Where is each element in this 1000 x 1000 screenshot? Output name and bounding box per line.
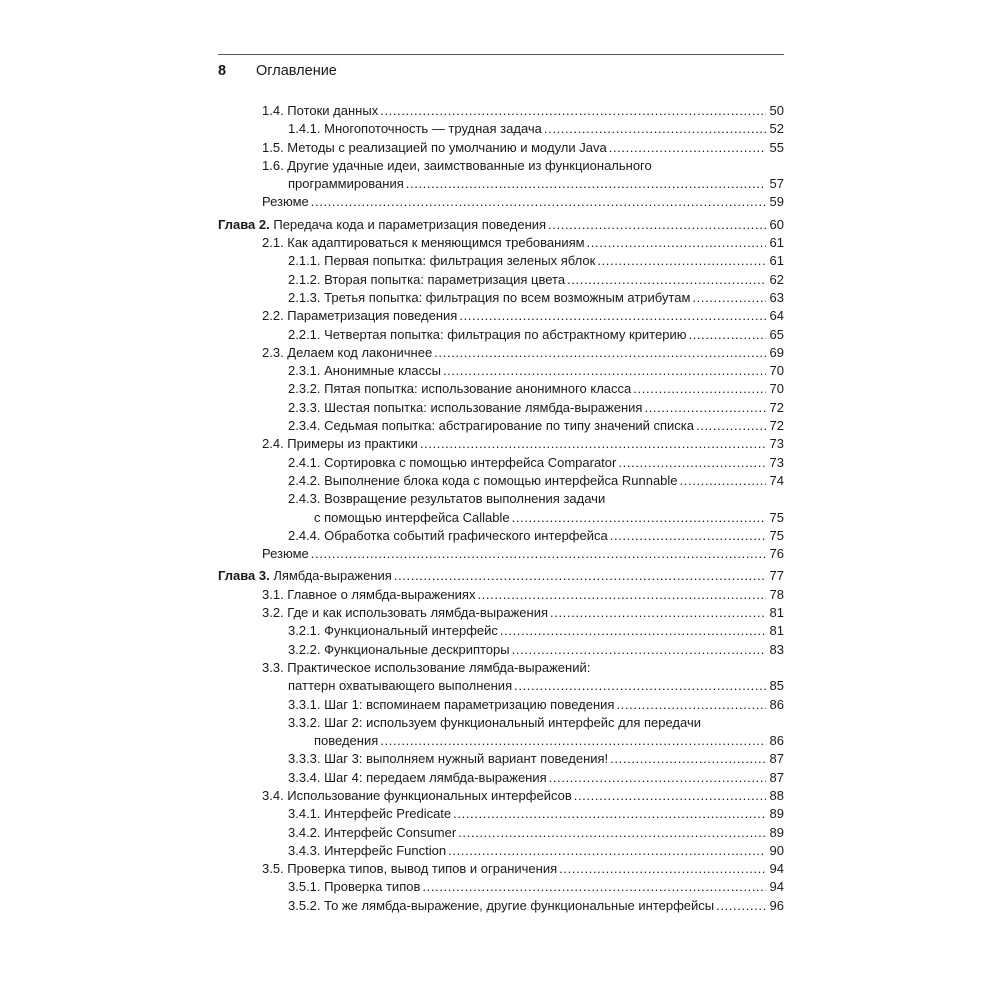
toc-entry bbox=[218, 490, 784, 527]
toc-entry-title bbox=[262, 787, 572, 805]
running-title: Оглавление bbox=[256, 63, 337, 79]
toc-page-number: 75 bbox=[769, 509, 784, 525]
toc-entry-title-text: 2.3.3. Шестая попытка: использование лямбда-выражения bbox=[288, 399, 643, 415]
toc-entry-title-text: 2.3.1. Анонимные классы bbox=[288, 363, 441, 379]
toc-entry-title-text: с помощью интерфейса Callable bbox=[314, 509, 510, 525]
toc-entry-title-text: 3.4. Использование функциональных интерфейсов bbox=[262, 787, 572, 803]
toc-page-number: 73 bbox=[769, 454, 784, 470]
toc-page-number: 90 bbox=[769, 842, 784, 858]
toc-page-number: 77 bbox=[769, 568, 784, 584]
dot-leader bbox=[443, 362, 766, 380]
toc-entry-title-text: программирования bbox=[288, 176, 404, 192]
toc-entry bbox=[218, 805, 784, 823]
toc-page-number: 69 bbox=[769, 344, 784, 360]
toc-entry-title-text: 2.1.2. Вторая попытка: параметризация цвета bbox=[288, 271, 566, 287]
toc-entry bbox=[218, 271, 784, 289]
toc-entry-title bbox=[288, 289, 690, 307]
dot-leader bbox=[633, 380, 766, 398]
dot-leader bbox=[549, 769, 766, 787]
toc-entry-title bbox=[218, 567, 392, 585]
toc-page-number: 61 bbox=[769, 253, 784, 269]
toc-entry-title-text: 1.4. Потоки данных bbox=[262, 103, 379, 118]
toc-entry-title-text: 2.1.1. Первая попытка: фильтрация зеленых яблок bbox=[288, 253, 596, 269]
toc-entry-title bbox=[288, 677, 512, 695]
dot-leader bbox=[380, 732, 766, 750]
dot-leader bbox=[597, 252, 766, 270]
toc-entry-title bbox=[288, 805, 451, 823]
dot-leader bbox=[696, 417, 766, 435]
toc-page-number: 74 bbox=[769, 472, 784, 488]
dot-leader bbox=[422, 878, 766, 896]
dot-leader bbox=[458, 824, 766, 842]
toc-entry-title bbox=[288, 769, 547, 787]
toc-entry-title bbox=[262, 102, 378, 120]
dot-leader bbox=[420, 435, 766, 453]
toc-page-number: 94 bbox=[769, 861, 784, 877]
toc-page-number: 87 bbox=[769, 751, 784, 767]
toc-page-number: 81 bbox=[769, 605, 784, 621]
toc-entry bbox=[218, 659, 784, 696]
toc-entry-title bbox=[262, 545, 309, 563]
toc-entry-title bbox=[288, 175, 404, 193]
toc-entry-title-text: 2.4.2. Выполнение блока кода с помощью интерфейса Runnable bbox=[288, 472, 678, 488]
dot-leader bbox=[380, 102, 766, 120]
toc-entry-title-text: 3.1. Главное о лямбда-выражениях bbox=[262, 586, 476, 602]
toc-entry bbox=[218, 897, 784, 915]
toc-page-number: 94 bbox=[769, 879, 784, 895]
toc-entry bbox=[218, 622, 784, 640]
dot-leader bbox=[544, 120, 766, 138]
dot-leader bbox=[688, 326, 766, 344]
toc-entry-title-line: 3.3.2. Шаг 2: используем функциональный интерфейс для передачи bbox=[288, 714, 701, 730]
toc-page-number: 87 bbox=[769, 769, 784, 785]
toc-entry bbox=[218, 380, 784, 398]
toc-entry bbox=[218, 454, 784, 472]
toc-page-number: 88 bbox=[769, 787, 784, 803]
toc-page-number: 63 bbox=[769, 289, 784, 305]
toc-page-number: 73 bbox=[769, 436, 784, 452]
toc-page-number: 81 bbox=[769, 623, 784, 639]
toc-page-number: 50 bbox=[769, 103, 784, 118]
toc-entry-title-text: поведения bbox=[314, 733, 379, 749]
toc-entry bbox=[218, 362, 784, 380]
dot-leader bbox=[434, 344, 766, 362]
toc-page-number: 60 bbox=[769, 216, 784, 232]
toc-entry bbox=[218, 472, 784, 490]
toc-page-number: 52 bbox=[769, 121, 784, 137]
toc-entry bbox=[218, 234, 784, 252]
toc-entry-title-text: 2.2. Параметризация поведения bbox=[262, 308, 458, 324]
toc-entry bbox=[218, 307, 784, 325]
dot-leader bbox=[616, 696, 766, 714]
dot-leader bbox=[477, 586, 766, 604]
toc-entry bbox=[218, 326, 784, 344]
dot-leader bbox=[644, 399, 766, 417]
toc-page-number: 86 bbox=[769, 696, 784, 712]
toc-entry-title-text: 2.3.2. Пятая попытка: использование анонимного класса bbox=[288, 381, 632, 397]
toc-entry bbox=[218, 586, 784, 604]
toc-entry-title-text: 3.5. Проверка типов, вывод типов и ограничения bbox=[262, 861, 558, 877]
toc-entry-title bbox=[288, 120, 542, 138]
toc-entry bbox=[218, 417, 784, 435]
toc-page-number: 62 bbox=[769, 271, 784, 287]
toc-entry-title-text: 3.3.3. Шаг 3: выполняем нужный вариант поведения! bbox=[288, 751, 609, 767]
toc-entry-title-text: 3.2.2. Функциональные дескрипторы bbox=[288, 641, 510, 657]
toc-entry-title bbox=[262, 344, 432, 362]
dot-leader bbox=[587, 234, 766, 252]
toc-entry bbox=[218, 842, 784, 860]
toc-entry bbox=[218, 193, 784, 211]
dot-leader bbox=[609, 139, 766, 157]
dot-leader bbox=[610, 750, 766, 768]
toc-entry-title-text: 2.4. Примеры из практики bbox=[262, 436, 418, 452]
toc-page-number: 70 bbox=[769, 381, 784, 397]
toc-entry bbox=[218, 604, 784, 622]
toc-entry-title-text: 3.2. Где и как использовать лямбда-выражения bbox=[262, 605, 548, 621]
toc-entry-title bbox=[288, 641, 510, 659]
toc-entry-title bbox=[288, 326, 686, 344]
toc-entry bbox=[218, 878, 784, 896]
toc-entry-title-text: 2.4.1. Сортировка с помощью интерфейса Comparator bbox=[288, 454, 617, 470]
toc-entry-title bbox=[288, 454, 616, 472]
toc-entry bbox=[218, 435, 784, 453]
toc-chapter-entry bbox=[218, 567, 784, 585]
toc-entry-title-text: 1.4.1. Многопоточность — трудная задача bbox=[288, 121, 542, 137]
dot-leader bbox=[680, 472, 766, 490]
dot-leader bbox=[500, 622, 766, 640]
toc-page-number: 89 bbox=[769, 824, 784, 840]
toc-entry-title bbox=[288, 399, 642, 417]
toc-entry-title bbox=[262, 586, 475, 604]
toc-entry-title bbox=[288, 362, 441, 380]
toc-entry-title bbox=[262, 604, 548, 622]
toc-entry-title-text: 3.3.4. Шаг 4: передаем лямбда-выражения bbox=[288, 769, 547, 785]
toc-entry bbox=[218, 120, 784, 138]
toc-entry-title-text: 2.3.4. Седьмая попытка: абстрагирование по типу значений списка bbox=[288, 418, 695, 434]
dot-leader bbox=[567, 271, 766, 289]
toc-entry-title-text: 3.5.1. Проверка типов bbox=[288, 879, 421, 895]
toc-entry bbox=[218, 824, 784, 842]
toc-page-number: 86 bbox=[769, 733, 784, 749]
toc-entry-title-text: 3.3.1. Шаг 1: вспоминаем параметризацию поведения bbox=[288, 696, 615, 712]
dot-leader bbox=[514, 677, 766, 695]
dot-leader bbox=[453, 805, 766, 823]
toc-entry bbox=[218, 399, 784, 417]
toc-entry-title bbox=[262, 860, 557, 878]
toc-page-number: 83 bbox=[769, 641, 784, 657]
toc-entry-title bbox=[262, 307, 457, 325]
toc-page-number: 65 bbox=[769, 326, 784, 342]
toc-entry-title bbox=[288, 417, 694, 435]
dot-leader bbox=[559, 860, 766, 878]
toc-entry-title bbox=[288, 824, 456, 842]
toc-entry-title-text: Резюме bbox=[262, 546, 309, 562]
toc-entry-title-text: Передача кода и параметризация поведения bbox=[273, 216, 547, 232]
toc-page-number: 76 bbox=[769, 546, 784, 562]
dot-leader bbox=[394, 567, 766, 585]
dot-leader bbox=[550, 604, 766, 622]
toc-entry bbox=[218, 696, 784, 714]
toc-entry bbox=[218, 157, 784, 194]
toc-entry-title-text: 2.1.3. Третья попытка: фильтрация по всем возможным атрибутам bbox=[288, 289, 691, 305]
toc-entry bbox=[218, 252, 784, 270]
dot-leader bbox=[618, 454, 766, 472]
toc-page-number: 85 bbox=[769, 678, 784, 694]
toc-entry bbox=[218, 787, 784, 805]
toc-entry-title bbox=[288, 696, 614, 714]
toc-entry bbox=[218, 750, 784, 768]
chapter-label: Глава 2. bbox=[218, 216, 270, 232]
toc-page-number: 55 bbox=[769, 139, 784, 155]
dot-leader bbox=[574, 787, 766, 805]
toc-entry-title bbox=[314, 509, 510, 527]
dot-leader bbox=[311, 193, 766, 211]
page-number: 8 bbox=[218, 63, 227, 79]
toc-page-number: 70 bbox=[769, 363, 784, 379]
toc-entry-title bbox=[218, 216, 546, 234]
toc-entry bbox=[218, 102, 784, 120]
toc-entry-title bbox=[288, 897, 714, 915]
toc-entry-title bbox=[314, 732, 378, 750]
dot-leader bbox=[716, 897, 766, 915]
toc-entry-title bbox=[288, 750, 608, 768]
toc-entry bbox=[218, 289, 784, 307]
toc-page-number: 61 bbox=[769, 235, 784, 251]
toc-entry-title bbox=[262, 193, 309, 211]
toc-entry-title bbox=[288, 622, 498, 640]
toc-entry-title-text: 3.4.2. Интерфейс Consumer bbox=[288, 824, 457, 840]
toc-entry-title-line: 2.4.3. Возвращение результатов выполнения задачи bbox=[288, 491, 606, 507]
toc-entry-title-text: 2.3. Делаем код лаконичнее bbox=[262, 344, 433, 360]
toc-page-number: 78 bbox=[769, 586, 784, 602]
toc-page-number: 59 bbox=[769, 194, 784, 210]
toc-entry bbox=[218, 769, 784, 787]
toc-page-number: 89 bbox=[769, 806, 784, 822]
dot-leader bbox=[512, 509, 766, 527]
dot-leader bbox=[448, 842, 766, 860]
toc-chapter-entry bbox=[218, 216, 784, 234]
toc-page-number: 57 bbox=[769, 176, 784, 192]
toc-entry-title-text: 2.1. Как адаптироваться к меняющимся требованиям bbox=[262, 235, 585, 251]
toc-entry-title-line: 1.6. Другие удачные идеи, заимствованные из функционального bbox=[262, 157, 652, 173]
toc-entry bbox=[218, 545, 784, 563]
toc-entry bbox=[218, 714, 784, 751]
toc-entry-title-text: 3.2.1. Функциональный интерфейс bbox=[288, 623, 498, 639]
toc-entry-title-text: Резюме bbox=[262, 194, 309, 210]
toc-page-number: 72 bbox=[769, 399, 784, 415]
toc-entry bbox=[218, 344, 784, 362]
toc-entry-title bbox=[288, 252, 595, 270]
toc-entry-title-text: 3.5.2. То же лямбда-выражение, другие функциональные интерфейсы bbox=[288, 897, 715, 913]
toc-entry-title-line: 3.3. Практическое использование лямбда-выражений: bbox=[262, 659, 591, 675]
toc-page-number: 96 bbox=[769, 897, 784, 913]
toc-entry-title-text: 2.2.1. Четвертая попытка: фильтрация по абстрактному критерию bbox=[288, 326, 687, 342]
toc-entry-title-text: Лямбда-выражения bbox=[273, 568, 392, 584]
toc-entry bbox=[218, 860, 784, 878]
toc-page-number: 75 bbox=[769, 527, 784, 543]
page-header bbox=[218, 54, 784, 80]
toc-page-number: 64 bbox=[769, 308, 784, 324]
toc-entry bbox=[218, 641, 784, 659]
toc-entry-title-text: 3.4.3. Интерфейс Function bbox=[288, 842, 447, 858]
dot-leader bbox=[459, 307, 766, 325]
toc-entry-title-text: 1.5. Методы с реализацией по умолчанию и модули Java bbox=[262, 139, 607, 155]
toc-entry-title-text: паттерн охватывающего выполнения bbox=[288, 678, 513, 694]
table-of-contents bbox=[218, 102, 784, 915]
dot-leader bbox=[311, 545, 766, 563]
toc-entry-title bbox=[288, 842, 446, 860]
toc-entry-title bbox=[288, 878, 420, 896]
toc-entry-title bbox=[288, 472, 678, 490]
chapter-label: Глава 3. bbox=[218, 568, 270, 584]
dot-leader bbox=[406, 175, 766, 193]
toc-entry bbox=[218, 139, 784, 157]
toc-entry-title bbox=[262, 234, 585, 252]
toc-entry-title-text: 3.4.1. Интерфейс Predicate bbox=[288, 806, 452, 822]
dot-leader bbox=[548, 216, 766, 234]
toc-entry bbox=[218, 527, 784, 545]
toc-entry-title bbox=[288, 271, 565, 289]
dot-leader bbox=[692, 289, 766, 307]
toc-entry-title bbox=[262, 435, 418, 453]
toc-page-number: 72 bbox=[769, 418, 784, 434]
toc-entry-title bbox=[262, 139, 607, 157]
dot-leader bbox=[512, 641, 766, 659]
dot-leader bbox=[610, 527, 766, 545]
toc-entry-title-text: 2.4.4. Обработка событий графического интерфейса bbox=[288, 527, 608, 543]
toc-entry-title bbox=[288, 380, 631, 398]
toc-entry-title bbox=[288, 527, 608, 545]
